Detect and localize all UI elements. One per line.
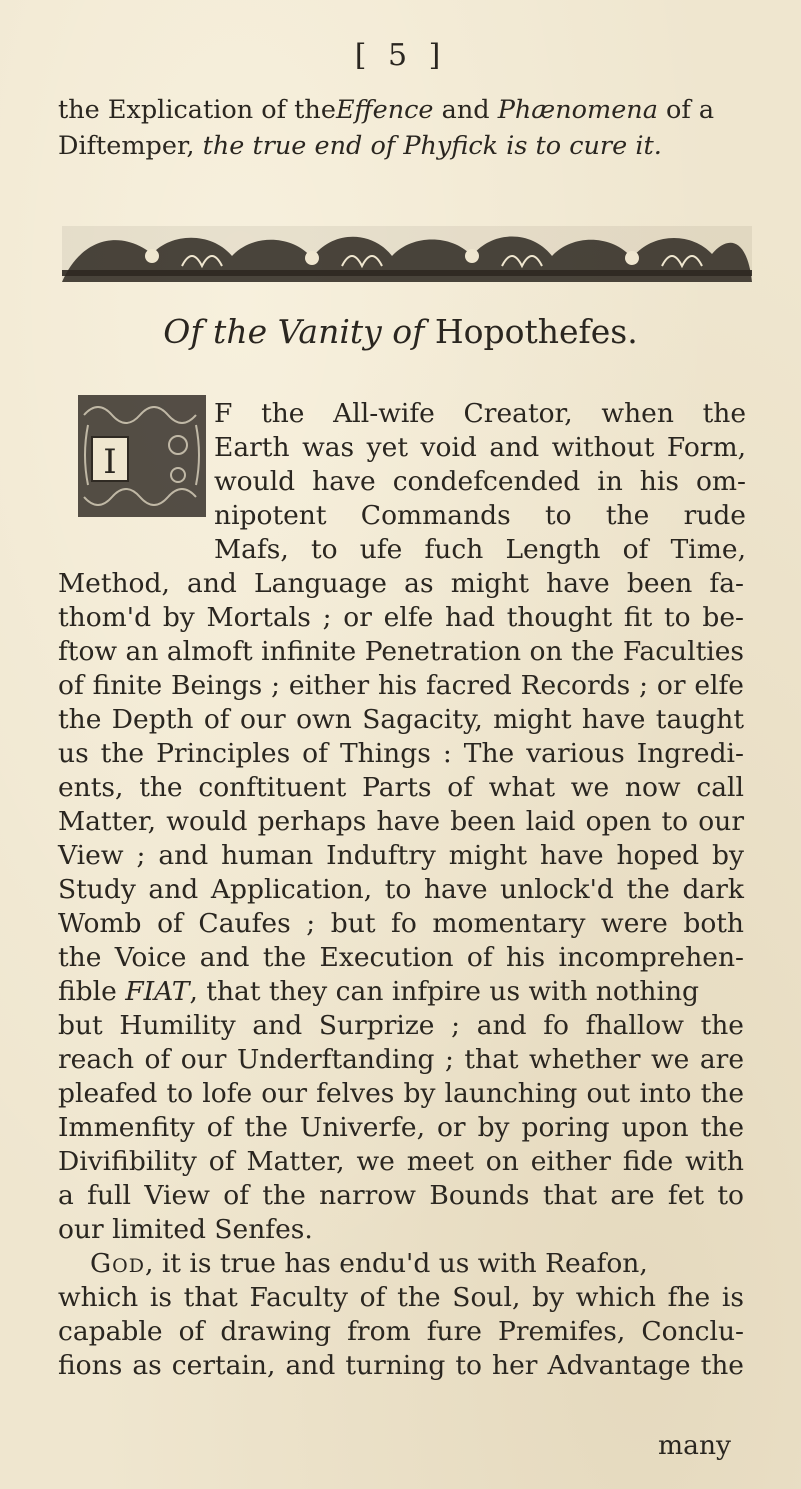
body-line-27: which is that Faculty of the Soul, by which fhe is bbox=[58, 1282, 744, 1313]
body-line-9: of finite Beings ; either his facred Records ; or elfe bbox=[58, 670, 744, 701]
body-line-3: would have condefcended in his om- bbox=[214, 466, 746, 497]
running-head-distemper: Diftemper, bbox=[58, 131, 203, 161]
body-line-19: but Humility and Surprize ; and fo fhallow the bbox=[58, 1010, 744, 1041]
running-head-italic-phaenomena: Phænomena bbox=[497, 95, 658, 125]
body-line-16: Womb of Caufes ; but fo momentary were both bbox=[58, 908, 744, 939]
body-line-1: F the All-wife Creator, when the bbox=[214, 398, 746, 429]
body-line-24: a full View of the narrow Bounds that are fet to bbox=[58, 1180, 744, 1211]
decorative-headpiece-icon bbox=[62, 226, 752, 282]
body-line-23: Divifibility of Matter, we meet on either fide with bbox=[58, 1146, 744, 1177]
body-line-7: thom'd by Mortals ; or elfe had thought fit to be- bbox=[58, 602, 744, 633]
drop-cap bbox=[78, 395, 206, 517]
body-line-12: ents, the conftituent Parts of what we now call bbox=[58, 772, 744, 803]
body-line-5: Mafs, to ufe fuch Length of Time, bbox=[214, 534, 746, 565]
running-head-line-2 bbox=[58, 128, 758, 164]
section-title bbox=[0, 312, 801, 351]
body-line-25: our limited Senfes. bbox=[58, 1214, 313, 1245]
body-line-26 bbox=[90, 1247, 744, 1281]
fiat-italic: FIAT bbox=[125, 976, 190, 1007]
body-line-28: capable of drawing from fure Premifes, Conclu- bbox=[58, 1316, 744, 1347]
body-line-26-b: , it is true has endu'd us with Reafon, bbox=[144, 1248, 648, 1279]
drop-cap-ornament-icon bbox=[78, 395, 206, 517]
body-line-18-b: , that they can infpire us with nothing bbox=[189, 976, 700, 1007]
god-small-caps: God bbox=[90, 1248, 145, 1279]
body-line-10: the Depth of our own Sagacity, might have taught bbox=[58, 704, 744, 735]
running-head-italic-tail: the true end of Phyfick is to cure it. bbox=[202, 131, 662, 161]
body-line-17: the Voice and the Execution of his incomprehen- bbox=[58, 942, 744, 973]
body-line-8: ftow an almoft infinite Penetration on the Faculties bbox=[58, 636, 744, 667]
running-head-post: of a bbox=[657, 95, 715, 125]
catchword: many bbox=[658, 1430, 731, 1461]
body-line-21: pleafed to lofe our felves by launching out into the bbox=[58, 1078, 744, 1109]
running-head-italic-essence: Effence bbox=[335, 95, 434, 125]
body-line-6: Method, and Language as might have been fa- bbox=[58, 568, 744, 599]
body-line-14: View ; and human Induftry might have hoped by bbox=[58, 840, 744, 871]
page-number: [ 5 ] bbox=[354, 38, 447, 73]
running-head-line-1 bbox=[58, 92, 758, 128]
body-line-20: reach of our Underftanding ; that whether we are bbox=[58, 1044, 744, 1075]
body-line-18-a: fible bbox=[58, 976, 117, 1007]
body-line-11: us the Principles of Things : The various Ingredi- bbox=[58, 738, 744, 769]
drop-cap-letter: I bbox=[103, 442, 117, 482]
section-title-italic: Of the Vanity of bbox=[163, 312, 425, 351]
running-head-pre: the Explication of the bbox=[58, 95, 336, 125]
section-title-roman: Hopothefes. bbox=[424, 312, 638, 351]
body-line-18 bbox=[58, 975, 744, 1009]
body-line-22: Immenfity of the Univerfe, or by poring upon the bbox=[58, 1112, 744, 1143]
body-line-15: Study and Application, to have unlock'd the dark bbox=[58, 874, 744, 905]
running-head-mid: and bbox=[433, 95, 498, 125]
body-line-29: fions as certain, and turning to her Advantage the bbox=[58, 1350, 744, 1381]
body-line-13: Matter, would perhaps have been laid open to our bbox=[58, 806, 744, 837]
body-line-2: Earth was yet void and without Form, bbox=[214, 432, 746, 463]
body-line-4: nipotent Commands to the rude bbox=[214, 500, 746, 531]
